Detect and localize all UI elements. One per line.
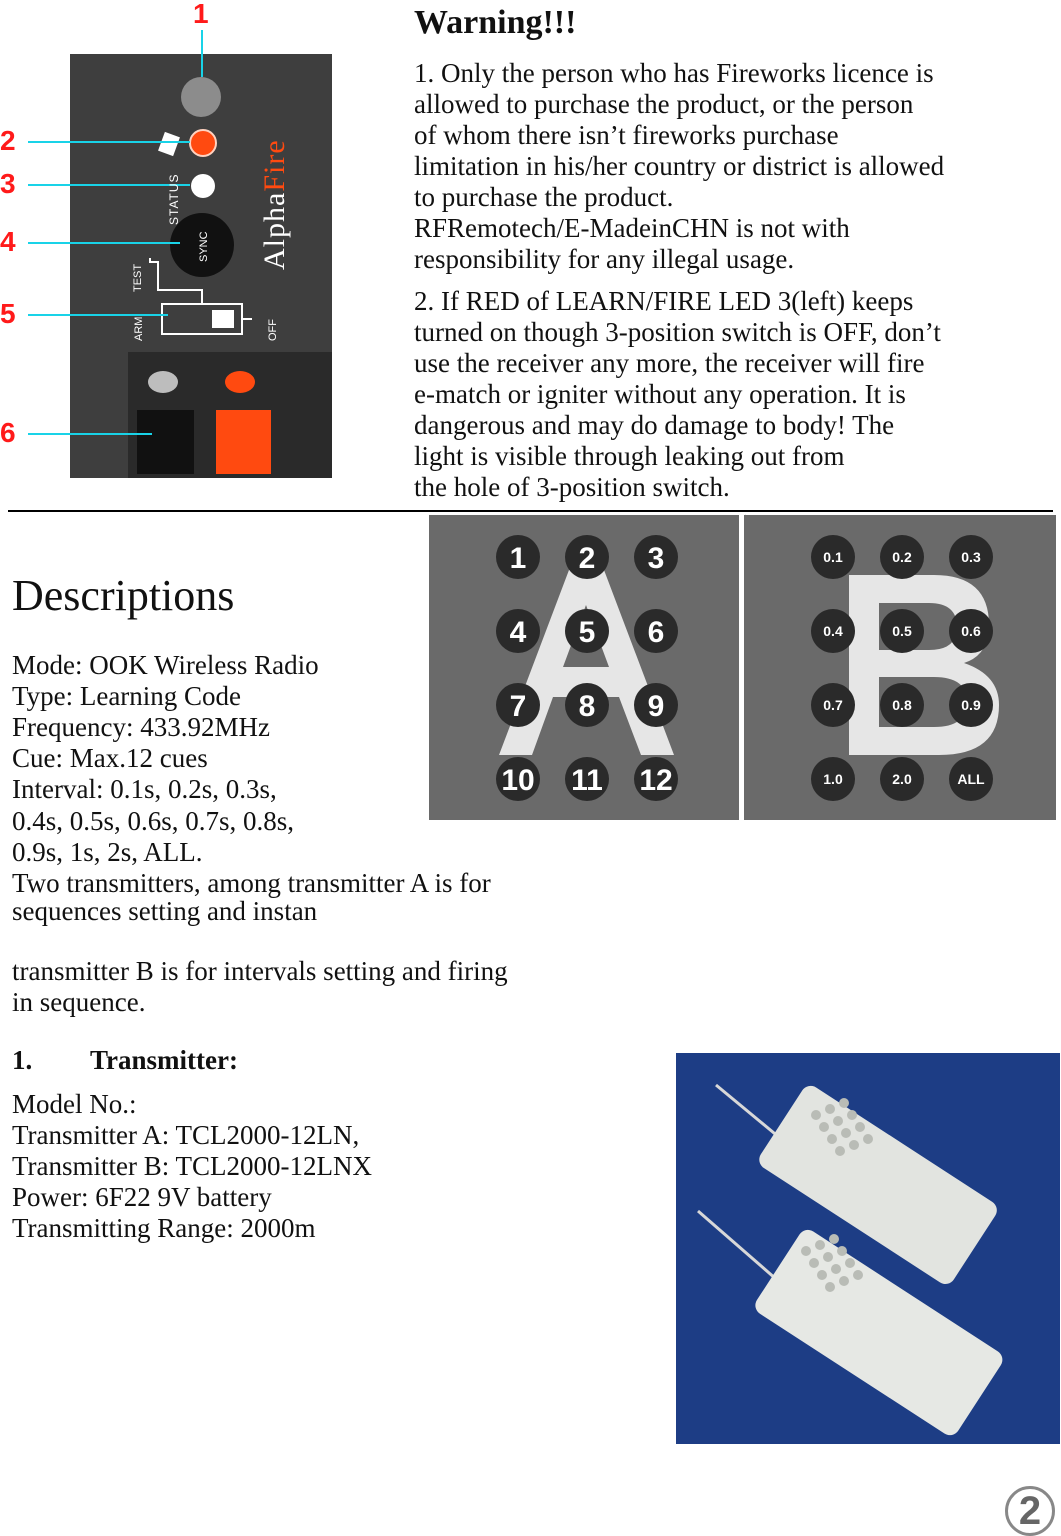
spec-two-transmitters-cont: sequences setting and instan <box>12 896 318 926</box>
keypad-b-key-label: 0.6 <box>961 623 981 640</box>
spec-interval: Interval: 0.1s, 0.2s, 0.3s, <box>12 774 277 804</box>
spec-cue: Cue: Max.12 cues <box>12 743 208 773</box>
bottom-remote-button <box>853 1270 863 1280</box>
keypad-b-key-label: 0.4 <box>823 623 843 640</box>
top-remote-button <box>839 1098 849 1108</box>
page-number: 2 <box>1005 1486 1055 1536</box>
keypad-a-key-label: 9 <box>647 689 665 723</box>
keypad-a-key-label: 8 <box>578 689 596 723</box>
model-b: Transmitter B: TCL2000-12LNX <box>12 1151 373 1181</box>
top-remote-button <box>833 1116 843 1126</box>
switch-knob <box>212 310 234 328</box>
warning-title: Warning!!! <box>414 4 577 41</box>
callout-number: 5 <box>0 298 16 329</box>
bottom-remote-button <box>823 1252 833 1262</box>
bottom-remote-button <box>815 1240 825 1250</box>
brand-logo <box>258 120 292 270</box>
transmitter-photo <box>676 1053 1060 1444</box>
top-remote-button <box>827 1134 837 1144</box>
keypad-b-letter: B <box>745 515 746 516</box>
sync-label: SYNC <box>198 231 210 262</box>
terminal-left-button <box>148 371 178 393</box>
keypad-b-key-label: 1.0 <box>823 771 843 788</box>
status-label: STATUS <box>167 173 181 225</box>
top-remote-button <box>863 1134 873 1144</box>
white-led <box>191 174 215 198</box>
receiver-diagram <box>0 0 400 500</box>
callout-number: 2 <box>0 125 16 156</box>
descriptions-title: Descriptions <box>12 571 235 620</box>
spec-interval-cont: 0.9s, 1s, 2s, ALL. <box>12 837 203 867</box>
bottom-remote-button <box>831 1264 841 1274</box>
top-remote-button <box>811 1110 821 1120</box>
bottom-remote-button <box>845 1258 855 1268</box>
top-remote-button <box>855 1122 865 1132</box>
keypad-b-key-label: 0.9 <box>961 697 981 714</box>
top-remote-button <box>841 1128 851 1138</box>
keypad-b-key-label: 0.3 <box>961 549 981 566</box>
transmitter-photo-svg <box>676 1053 1060 1444</box>
bottom-remote-button <box>801 1246 811 1256</box>
top-remote-button <box>825 1104 835 1114</box>
keypad-b-key-label: 0.5 <box>892 623 912 640</box>
top-remote-button <box>849 1140 859 1150</box>
keypad-b-key-label: 0.2 <box>892 549 912 566</box>
keypad-a-key-label: 1 <box>509 541 527 575</box>
brand-alpha: Alpha <box>258 191 291 270</box>
keypad-a-key-label: 12 <box>639 763 673 797</box>
bottom-remote-button <box>839 1276 849 1286</box>
keypad-a-key-label: 2 <box>578 541 596 575</box>
keypad-a-letter: A <box>429 515 430 516</box>
spec-two-transmitters: Two transmitters, among transmitter A is for <box>12 868 491 898</box>
warning-paragraph-2: 2. If RED of LEARN/FIRE LED 3(left) keeps turned on though 3-position switch is OFF, don’t use the receiver any more, the receiver will fire e-match or igniter without any operation. It is dangerous and may do damage to body! The light is visible through leaking out from the hole of 3-position switch. <box>414 286 941 502</box>
keypad-a-key-label: 7 <box>509 689 527 723</box>
keypad-b-key-label: ALL <box>957 771 985 788</box>
top-remote-button <box>847 1110 857 1120</box>
spec-transmitter-b-cont: in sequence. <box>12 987 146 1017</box>
terminal-left-socket <box>137 410 194 474</box>
terminal-right-button <box>225 371 255 393</box>
top-remote-button <box>835 1146 845 1156</box>
red-led <box>190 130 216 156</box>
bottom-remote-button <box>829 1234 839 1244</box>
keypad-a-key-label: 6 <box>647 615 665 649</box>
section-number: 1. <box>12 1045 33 1075</box>
keypad-a-key-label: 4 <box>509 615 527 649</box>
keypad-a-key-label: 11 <box>571 763 603 797</box>
keypad-b-key-label: 0.1 <box>823 549 843 566</box>
model-a: Transmitter A: TCL2000-12LN, <box>12 1120 360 1150</box>
callout-number: 1 <box>193 0 209 29</box>
spec-transmitter-b: transmitter B is for intervals setting and firing <box>12 956 508 986</box>
keypad-svg <box>429 515 1056 820</box>
top-led <box>181 77 221 117</box>
callout-number: 4 <box>0 226 16 257</box>
remote-bottom <box>752 1226 1007 1439</box>
spec-frequency: Frequency: 433.92MHz <box>12 712 270 742</box>
test-label: TEST <box>132 263 144 292</box>
range: Transmitting Range: 2000m <box>12 1213 316 1243</box>
section-title: Transmitter: <box>90 1045 238 1075</box>
terminal-right-socket <box>216 410 271 474</box>
keypad-a-key-label: 5 <box>578 615 596 649</box>
spec-type: Type: Learning Code <box>12 681 242 711</box>
keypad-b-key-label: 0.7 <box>823 697 843 714</box>
bottom-remote-button <box>809 1258 819 1268</box>
off-label: OFF <box>267 319 279 341</box>
spec-interval-cont: 0.4s, 0.5s, 0.6s, 0.7s, 0.8s, <box>12 806 295 836</box>
model-label: Model No.: <box>12 1089 137 1119</box>
keypad-b-key-label: 2.0 <box>892 771 912 788</box>
spec-mode: Mode: OOK Wireless Radio <box>12 650 319 680</box>
bottom-remote-button <box>817 1270 827 1280</box>
keypad-illustration <box>429 515 1056 820</box>
keypad-a-key-label: 3 <box>647 541 665 575</box>
callout-number: 6 <box>0 417 16 448</box>
bottom-remote-button <box>825 1282 835 1292</box>
callout-number: 3 <box>0 168 16 199</box>
antenna-bottom <box>698 1211 776 1279</box>
keypad-b-key-label: 0.8 <box>892 697 912 714</box>
power: Power: 6F22 9V battery <box>12 1182 272 1212</box>
arm-label: ARM <box>133 316 145 341</box>
horizontal-rule <box>8 510 1053 512</box>
bottom-remote-button <box>837 1246 847 1256</box>
warning-paragraph-1: 1. Only the person who has Fireworks licence is allowed to purchase the product, or the person of whom there isn’t fireworks purchase limitation in his/her country or district is allowed to purchase the product. RFRemotech/E-MadeinCHN is not with responsibility for any illegal usage. <box>414 58 945 274</box>
keypad-a-key-label: 10 <box>501 763 535 797</box>
top-remote-button <box>819 1122 829 1132</box>
transmitter-heading <box>12 1045 238 1076</box>
brand-fire: Fire <box>258 139 291 192</box>
